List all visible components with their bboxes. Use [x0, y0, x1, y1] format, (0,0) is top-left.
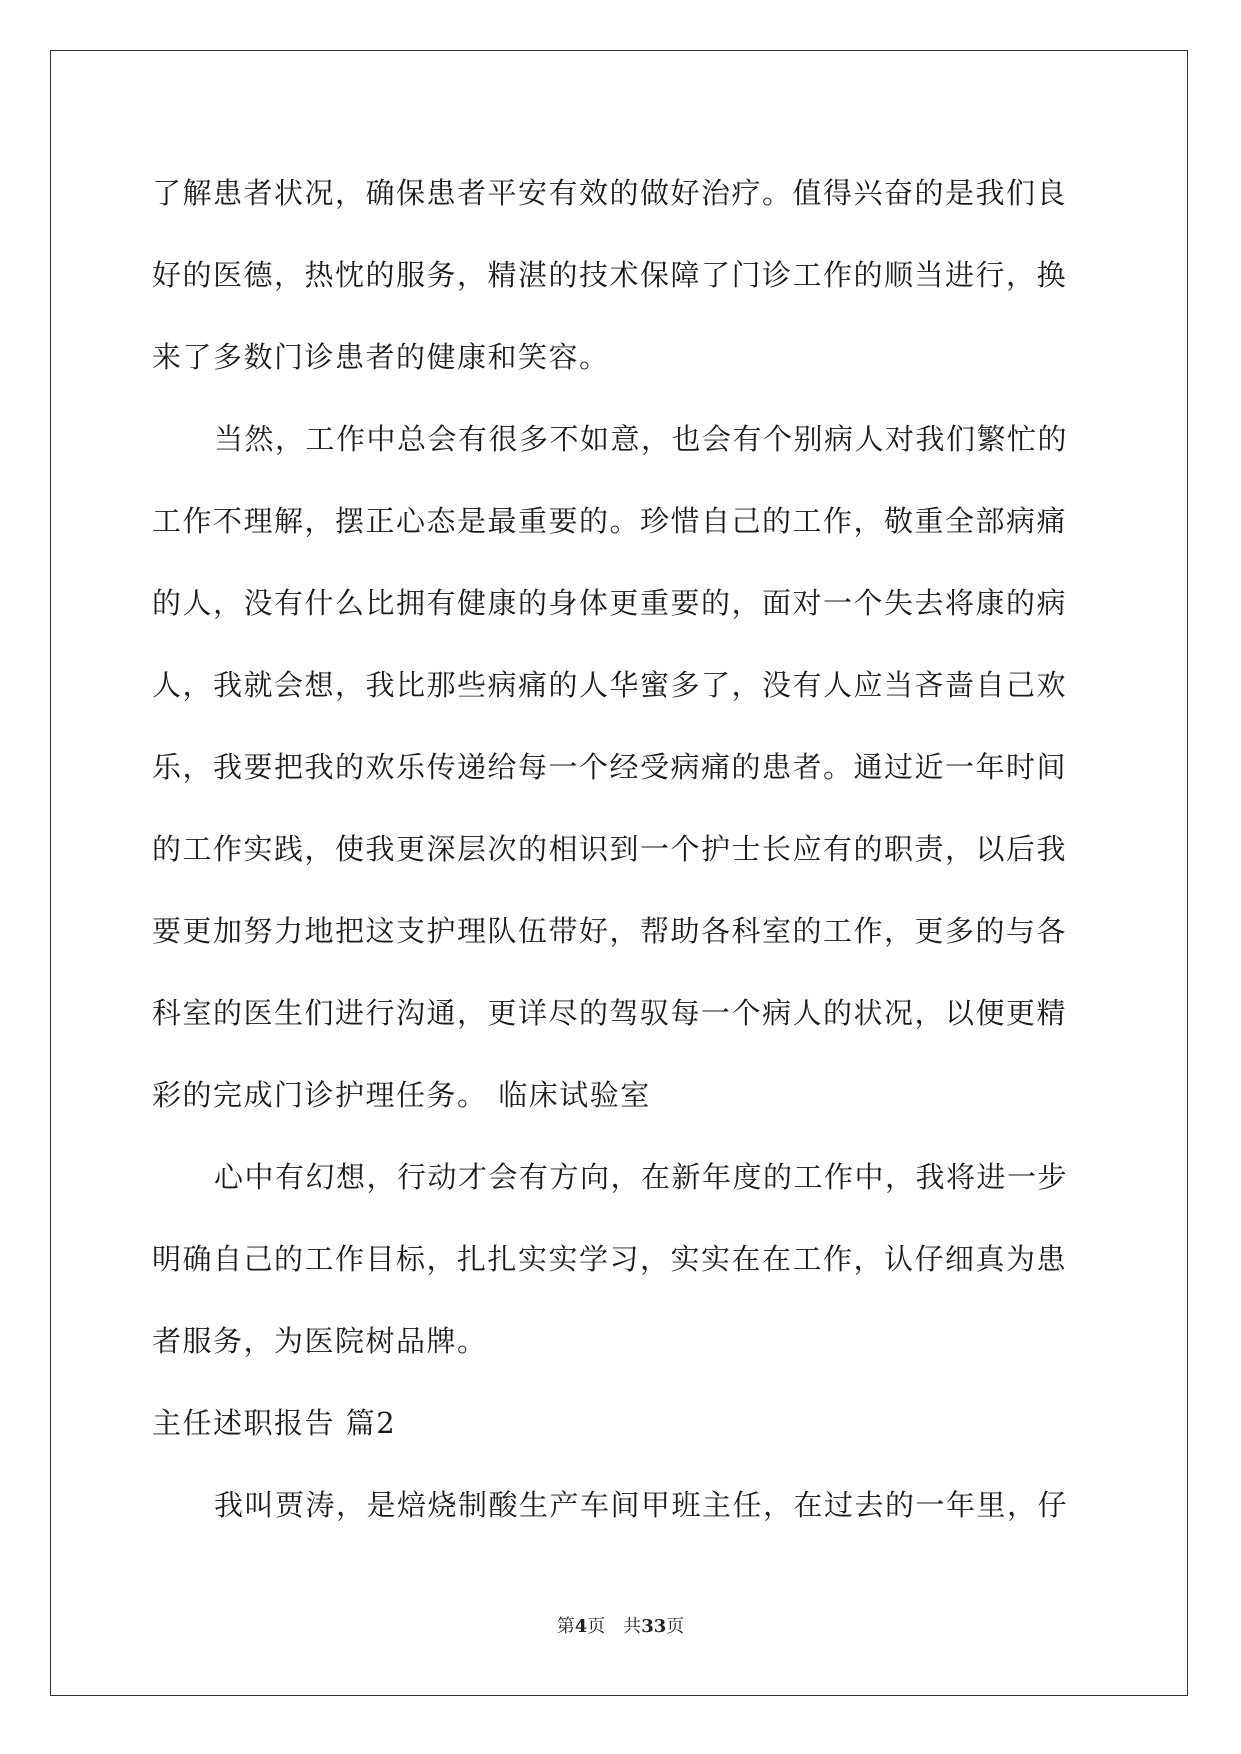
text-line: 乐，我要把我的欢乐传递给每一个经受病痛的患者。通过近一年时间 [152, 750, 1068, 784]
text-line: 明确自己的工作目标，扎扎实实学习，实实在在工作，认仔细真为患 [152, 1242, 1068, 1276]
paragraph-start-line: 心中有幻想，行动才会有方向，在新年度的工作中，我将进一步 [214, 1160, 1069, 1194]
text-line: 要更加努力地把这支护理队伍带好，帮助各科室的工作，更多的与各 [152, 914, 1068, 948]
text-line: 者服务，为医院树品牌。 [152, 1324, 488, 1358]
text-line: 了解患者状况，确保患者平安有效的做好治疗。值得兴奋的是我们良 [152, 176, 1068, 210]
text-line: 工作不理解，摆正心态是最重要的。珍惜自己的工作，敬重全部病痛 [152, 504, 1068, 538]
text-line: 科室的医生们进行沟通，更详尽的驾驭每一个病人的状况，以便更精 [152, 996, 1068, 1030]
text-line: 的人，没有什么比拥有健康的身体更重要的，面对一个失去将康的病 [152, 586, 1068, 620]
text-line: 来了多数门诊患者的健康和笑容。 [152, 340, 610, 374]
paragraph-start-line: 我叫贾涛，是焙烧制酸生产车间甲班主任，在过去的一年里，仔 [214, 1488, 1069, 1522]
text-line: 人，我就会想，我比那些病痛的人华蜜多了，没有人应当吝啬自己欢 [152, 668, 1068, 702]
text-line: 彩的完成门诊护理任务。 临床试验室 [152, 1078, 651, 1112]
page-number: 4 [574, 1616, 588, 1637]
document-body [152, 152, 1092, 1546]
text-line: 好的医德，热忱的服务，精湛的技术保障了门诊工作的顺当进行，换 [152, 258, 1068, 292]
text-line: 的工作实践，使我更深层次的相识到一个护士长应有的职责，以后我 [152, 832, 1068, 866]
total-prefix: 共 [623, 1616, 642, 1637]
total-pages: 33 [641, 1616, 667, 1637]
page-prefix: 第 [556, 1616, 575, 1637]
page-suffix: 页 [587, 1616, 606, 1637]
page-footer [0, 1612, 1241, 1638]
total-suffix: 页 [666, 1616, 685, 1637]
section-heading: 主任述职报告 篇2 [152, 1406, 397, 1440]
paragraph-start-line: 当然，工作中总会有很多不如意，也会有个别病人对我们繁忙的 [214, 422, 1069, 456]
